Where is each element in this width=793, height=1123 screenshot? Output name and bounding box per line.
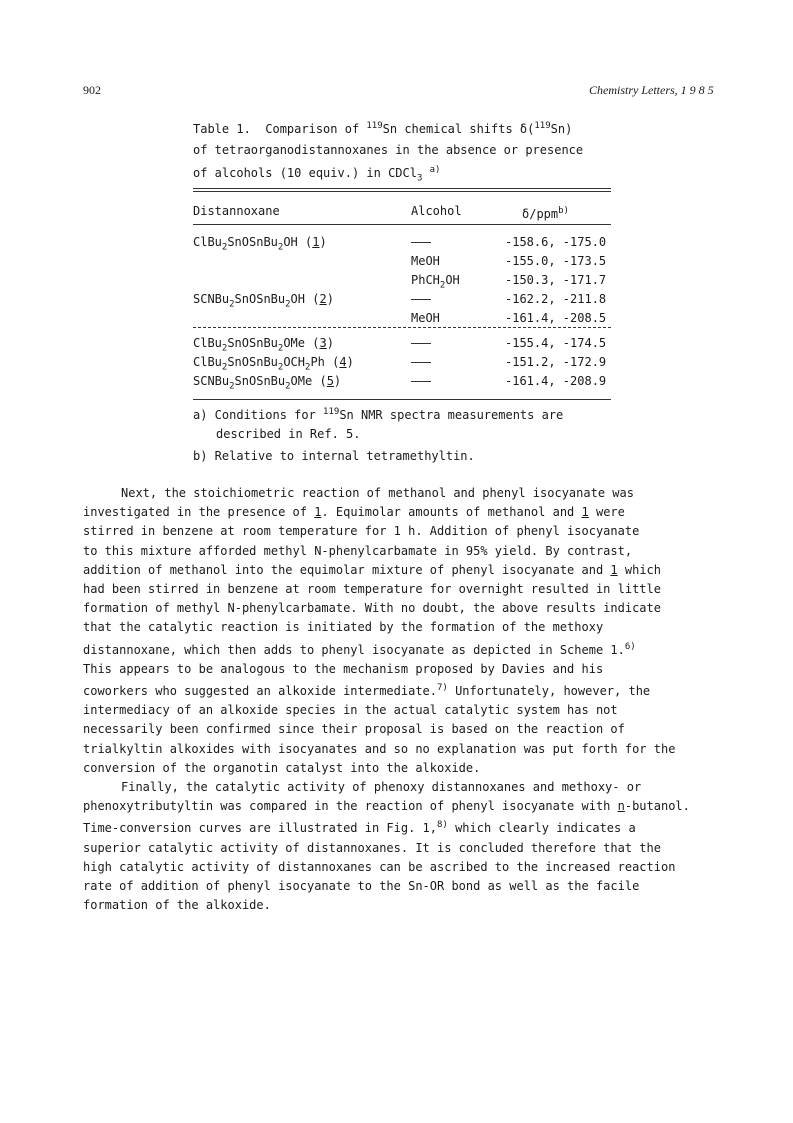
formula-text: (: [312, 336, 320, 350]
formula-text: SnOSnBu: [227, 235, 278, 249]
caption-superscript: 119: [366, 121, 383, 131]
formula-text: ): [346, 355, 354, 369]
no-alcohol-dash: [411, 242, 431, 243]
caption-text: Table 1. Comparison of: [193, 122, 367, 136]
footnote-text: a) Conditions for: [193, 408, 324, 422]
alcohol-text: MeOH: [411, 254, 440, 268]
shift-label: δ/ppm: [522, 207, 559, 221]
shift-cell: -162.2, -211.8: [505, 292, 607, 306]
subscript: 2: [285, 299, 291, 310]
formula-text: ): [319, 235, 327, 249]
text-run: -butanol. Time-conversion curves are illustrated in Fig. 1,: [83, 799, 690, 836]
formula-text: OMe: [290, 374, 320, 388]
compound-number: 1: [312, 235, 320, 249]
formula-text: OMe: [283, 336, 313, 350]
citation-superscript: 7): [437, 683, 448, 694]
shift-cell: -161.4, -208.9: [505, 374, 607, 388]
compound-ref: 1: [610, 562, 618, 577]
formula-text: SnOSnBu: [227, 336, 278, 350]
compound-cell: [193, 336, 334, 355]
formula-text: Ph (: [310, 355, 340, 369]
caption-superscript: 119: [534, 121, 551, 131]
compound-number: 3: [319, 336, 327, 350]
subscript: 2: [221, 242, 228, 253]
italic-prefix: n: [617, 799, 625, 814]
table-caption: [193, 116, 633, 189]
caption-subscript: 3: [416, 173, 423, 184]
footnote-superscript: 119: [323, 407, 340, 417]
subscript: 2: [229, 381, 235, 392]
table-header-rule: [193, 224, 611, 225]
no-alcohol-dash: [411, 381, 431, 382]
table-top-rule: [193, 188, 611, 189]
subscript: 2: [229, 299, 235, 310]
formula-text: OH: [290, 292, 313, 306]
alcohol-cell: [411, 311, 440, 325]
subscript: 2: [285, 381, 291, 392]
shift-cell: -151.2, -172.9: [505, 355, 607, 369]
compound-number: 4: [339, 355, 347, 369]
table-top-rule: [193, 191, 611, 192]
compound-cell: [193, 292, 334, 311]
alcohol-text: PhCH: [411, 273, 440, 287]
caption-footnote-mark: a): [429, 165, 441, 175]
table-dashed-separator: [193, 327, 611, 328]
shift-cell: -161.4, -208.5: [505, 311, 607, 325]
table-bottom-rule: [193, 399, 611, 400]
citation-superscript: 6): [624, 641, 636, 652]
text-run: Next, the stoichiometric reaction of methanol and phenyl isocyanate was investigated in the presence of: [83, 486, 634, 520]
alcohol-cell: [411, 254, 440, 268]
no-alcohol-dash: [411, 362, 431, 363]
formula-text: SCNBu: [193, 374, 230, 388]
column-header-distannoxane: Distannoxane: [193, 204, 280, 218]
compound-cell: [193, 235, 327, 254]
table-footnote-b: b) Relative to internal tetramethyltin.: [193, 449, 475, 463]
subscript: 2: [277, 362, 284, 373]
subscript: 2: [439, 280, 446, 291]
shift-cell: -155.0, -173.5: [505, 254, 607, 268]
formula-text: ): [333, 374, 342, 388]
paragraph: [83, 484, 733, 778]
formula-text: OH: [283, 235, 306, 249]
formula-text: (: [312, 292, 320, 306]
no-alcohol-dash: [411, 343, 431, 344]
column-header-shift: [522, 204, 569, 221]
compound-cell: [193, 374, 341, 393]
subscript: 2: [277, 242, 284, 253]
caption-text: of tetraorganodistannoxanes in the absence or presence: [193, 142, 584, 157]
compound-cell: [193, 355, 354, 374]
formula-text: SnOSnBu: [234, 374, 286, 388]
text-run: which clearly indicates a superior catalytic activity of distannoxanes. It is concluded therefore that the high catalytic activity of distannoxanes can be ascribed to the increased reaction rate of addition of phenyl isocyanate to the Sn-OR bond as well as the facile formation of the alkoxide.: [83, 821, 676, 913]
subscript: 2: [221, 362, 228, 373]
compound-number: 2: [319, 292, 327, 306]
text-run: which had been stirred in benzene at room temperature for overnight resulted in little formation of methyl N-phenylcarbamate. With no doubt, the above results indicate that the catalytic reaction is initiated by the formation of the methoxy distannoxane, which then adds to phenyl isocyanate as depicted in Scheme 1.: [83, 562, 661, 657]
subscript: 2: [305, 362, 311, 373]
shift-cell: -158.6, -175.0: [505, 235, 607, 249]
formula-text: ClBu: [193, 235, 222, 249]
caption-text: Sn): [550, 122, 573, 136]
text-run: Unfortunately, however, the intermediacy of an alkoxide species in the actual catalytic system has not necessarily been confirmed since their proposal is based on the reaction of trialkyltin alkoxides with isocyanates and so no explanation was put forth for the conversion of the organotin catalyst into the alkoxide.: [83, 684, 676, 775]
alcohol-cell: [411, 273, 460, 292]
text-run: were stirred in benzene at room temperature for 1 h. Addition of phenyl isocyanate to this mixture afforded methyl N-phenylcarbamate in 95% yield. By contrast, addition of methanol into the equimolar mixture of phenyl isocyanate and: [83, 505, 640, 577]
table-footnote-a-continued: described in Ref. 5.: [216, 427, 361, 441]
formula-text: OCH: [283, 355, 306, 369]
shift-footnote-mark: b): [558, 206, 569, 216]
formula-text: ): [326, 292, 334, 306]
compound-ref: 1: [314, 505, 322, 520]
subscript: 2: [277, 343, 284, 354]
column-header-alcohol: Alcohol: [411, 204, 462, 218]
paragraph: [83, 778, 733, 915]
page-number: 902: [83, 83, 101, 97]
formula-text: SnOSnBu: [227, 355, 278, 369]
formula-text: (: [305, 235, 313, 249]
formula-text: ClBu: [193, 336, 222, 350]
journal-header: Chemistry Letters, 1 9 8 5: [589, 83, 714, 97]
shift-cell: -155.4, -174.5: [505, 336, 607, 350]
shift-cell: -150.3, -171.7: [505, 273, 607, 287]
formula-text: SCNBu: [193, 292, 230, 306]
subscript: 2: [221, 343, 228, 354]
body-text: [83, 484, 733, 915]
no-alcohol-dash: [411, 299, 431, 300]
formula-text: ): [326, 336, 334, 350]
footnote-text: Sn NMR spectra measurements are: [339, 408, 564, 422]
caption-text: Sn chemical shifts δ(: [382, 122, 535, 136]
alcohol-text: OH: [445, 273, 460, 287]
alcohol-text: MeOH: [411, 311, 440, 325]
compound-number: 5: [326, 374, 334, 388]
citation-superscript: 8): [437, 820, 448, 831]
text-run: Finally, the catalytic activity of phenoxy distannoxanes and methoxy- or phenoxytributyltin was compared in the reaction of phenyl isocyanate with: [83, 780, 642, 814]
compound-ref: 1: [581, 505, 589, 520]
caption-text: of alcohols (10 equiv.) in CDCl: [193, 166, 417, 180]
formula-text: (: [319, 374, 327, 388]
formula-text: ClBu: [193, 355, 222, 369]
text-run: This appears to be analogous to the mechanism proposed by Davies and his coworkers who suggested an alkoxide intermediate.: [83, 661, 604, 699]
table-footnote-a: [193, 405, 563, 422]
formula-text: SnOSnBu: [234, 292, 286, 306]
text-run: . Equimolar amounts of methanol and: [321, 505, 582, 520]
